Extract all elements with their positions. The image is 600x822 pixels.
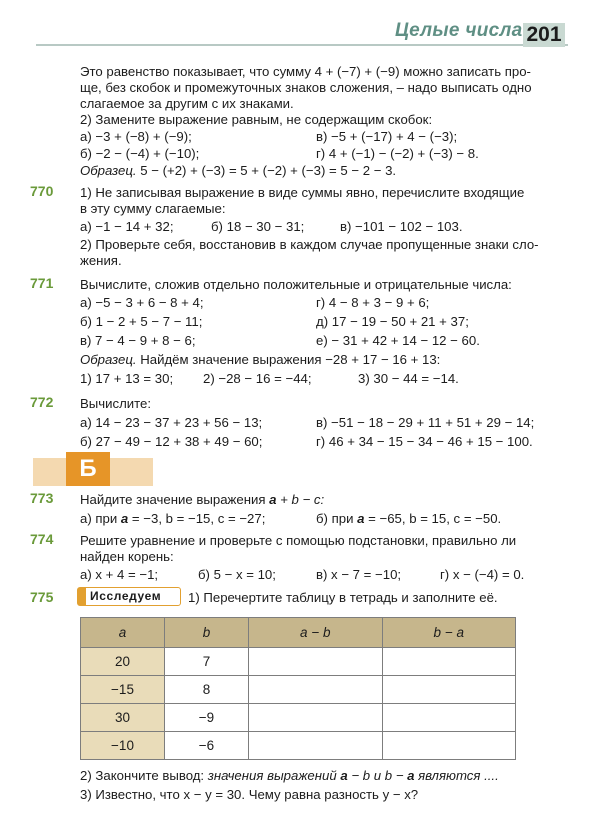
ex771-item-v: в) 7 − 4 − 9 + 8 − 6; xyxy=(80,333,196,348)
sample-text: Найдём значение выражения −28 + 17 − 16 + 13: xyxy=(140,352,441,367)
sample-label: Образец. xyxy=(80,163,137,178)
table-cell: −9 xyxy=(165,704,249,732)
conclusion-mid: − b и b − xyxy=(347,768,408,783)
ex771-step-3: 3) 30 − 44 = −14. xyxy=(358,371,459,386)
table-header: a − b xyxy=(249,618,383,648)
ex770-line-1: 1) Не записывая выражение в виде суммы явно, перечислите входящие xyxy=(80,185,525,200)
exercise-number-773: 773 xyxy=(30,490,54,506)
table-cell xyxy=(382,704,516,732)
section-badge: Б xyxy=(66,452,110,486)
table-cell xyxy=(249,676,383,704)
intro-item-a: а) −3 + (−8) + (−9); xyxy=(80,129,192,144)
ex773-item-b xyxy=(316,510,501,527)
chapter-title: Целые числа xyxy=(395,20,523,41)
intro-line-1: Это равенство показывает, что сумму 4 + (−7) + (−9) можно записать про- xyxy=(80,64,531,79)
header-rule xyxy=(36,44,568,46)
var-a: a xyxy=(340,768,348,783)
intro-item-v: в) −5 + (−17) + 4 − (−3); xyxy=(316,129,458,144)
table-row xyxy=(81,648,516,676)
conclusion-italic: значения выражений xyxy=(207,768,341,783)
ex774-item-v: в) x − 7 = −10; xyxy=(316,567,402,582)
table-cell: 7 xyxy=(165,648,249,676)
ex771-step-1: 1) 17 + 13 = 30; xyxy=(80,371,174,386)
page-number: 201 xyxy=(523,23,565,47)
conclusion-prefix: 2) Закончите вывод: xyxy=(80,768,208,783)
table-cell xyxy=(249,704,383,732)
ex772-item-a: а) 14 − 23 − 37 + 23 + 56 − 13; xyxy=(80,415,263,430)
table-cell xyxy=(382,648,516,676)
intro-line-2: ще, без скобок и промежуточных знаков сложения, – надо выписать одно xyxy=(80,80,532,95)
ex771-line-1: Вычислите, сложив отдельно положительные и отрицательные числа: xyxy=(80,277,512,292)
ex773-text: Найдите значение выражения xyxy=(80,492,270,507)
ex771-item-e: е) − 31 + 42 + 14 − 12 − 60. xyxy=(316,333,480,348)
sample-text: 5 − (+2) + (−3) = 5 + (−2) + (−3) = 5 − 2 − 3. xyxy=(140,163,397,178)
exercise-number-775: 775 xyxy=(30,589,54,605)
table-header-row xyxy=(81,618,516,648)
ex773-line-1 xyxy=(80,491,324,508)
ex770-item-v: в) −101 − 102 − 103. xyxy=(340,219,463,234)
var-a: a xyxy=(407,768,415,783)
var-a: a xyxy=(120,511,129,526)
item-prefix: б) при xyxy=(316,511,358,526)
table-cell: −10 xyxy=(81,732,165,760)
table-cell: 8 xyxy=(165,676,249,704)
table-cell xyxy=(382,676,516,704)
ex772-item-v: в) −51 − 18 − 29 + 11 + 51 + 29 − 14; xyxy=(316,415,535,430)
research-badge: Исследуем xyxy=(77,587,181,606)
table-row xyxy=(81,732,516,760)
exercise-number-770: 770 xyxy=(30,183,54,199)
item-values: = −65, b = 15, c = −50. xyxy=(364,511,502,526)
ex774-item-a: а) x + 4 = −1; xyxy=(80,567,159,582)
ex774-line-2: найден корень: xyxy=(80,549,174,564)
table-cell: −15 xyxy=(81,676,165,704)
exercise-number-772: 772 xyxy=(30,394,54,410)
exercise-number-774: 774 xyxy=(30,531,54,547)
ex771-item-a: а) −5 − 3 + 6 − 8 + 4; xyxy=(80,295,204,310)
table-cell: −6 xyxy=(165,732,249,760)
table-cell xyxy=(249,732,383,760)
intro-item-b: б) −2 − (−4) + (−10); xyxy=(80,146,200,161)
values-table xyxy=(80,617,516,760)
ex770-line-3: 2) Проверьте себя, восстановив в каждом случае пропущенные знаки сло- xyxy=(80,237,539,252)
ex770-line-4: жения. xyxy=(80,253,122,268)
table-row xyxy=(81,704,516,732)
ex775-line-3: 3) Известно, что x − y = 30. Чему равна разность y − x? xyxy=(80,787,419,802)
ex774-line-1: Решите уравнение и проверьте с помощью подстановки, правильно ли xyxy=(80,533,517,548)
intro-item-g: г) 4 + (−1) − (−2) + (−3) − 8. xyxy=(316,146,479,161)
table-cell xyxy=(382,732,516,760)
table-cell: 20 xyxy=(81,648,165,676)
expr-rest: + b − c: xyxy=(276,492,325,507)
item-values: = −3, b = −15, c = −27; xyxy=(128,511,266,526)
ex770-line-2: в эту сумму слагаемые: xyxy=(80,201,226,216)
intro-line-3: слагаемое за другим с их знаками. xyxy=(80,96,294,111)
conclusion-end: являются .... xyxy=(414,768,499,783)
table-header: b xyxy=(165,618,249,648)
table-header: a xyxy=(81,618,165,648)
var-a: a xyxy=(357,511,365,526)
ex771-item-g: г) 4 − 8 + 3 − 9 + 6; xyxy=(316,295,430,310)
ex771-item-b: б) 1 − 2 + 5 − 7 − 11; xyxy=(80,314,203,329)
ex772-item-b: б) 27 − 49 − 12 + 38 + 49 − 60; xyxy=(80,434,263,449)
ex773-item-a xyxy=(80,510,265,527)
ex770-item-a: а) −1 − 14 + 32; xyxy=(80,219,174,234)
ex771-step-2: 2) −28 − 16 = −44; xyxy=(203,371,312,386)
ex771-item-d: д) 17 − 19 − 50 + 21 + 37; xyxy=(316,314,469,329)
ex775-line-2 xyxy=(80,767,499,784)
ex772-line-1: Вычислите: xyxy=(80,396,152,411)
sample-label: Образец. xyxy=(80,352,137,367)
table-cell: 30 xyxy=(81,704,165,732)
intro-sample xyxy=(80,162,396,179)
ex772-item-g: г) 46 + 34 − 15 − 34 − 46 + 15 − 100. xyxy=(316,434,533,449)
item-prefix: а) при xyxy=(80,511,121,526)
table-cell xyxy=(249,648,383,676)
ex770-item-b: б) 18 − 30 − 31; xyxy=(211,219,305,234)
ex771-sample xyxy=(80,351,440,368)
var-a: a xyxy=(269,492,277,507)
exercise-number-771: 771 xyxy=(30,275,54,291)
intro-task-2: 2) Замените выражение равным, не содержащим скобок: xyxy=(80,112,433,127)
table-row xyxy=(81,676,516,704)
ex774-item-b: б) 5 − x = 10; xyxy=(198,567,276,582)
table-header: b − a xyxy=(382,618,516,648)
ex775-line-1: 1) Перечертите таблицу в тетрадь и заполните её. xyxy=(188,590,498,605)
ex774-item-g: г) x − (−4) = 0. xyxy=(440,567,525,582)
